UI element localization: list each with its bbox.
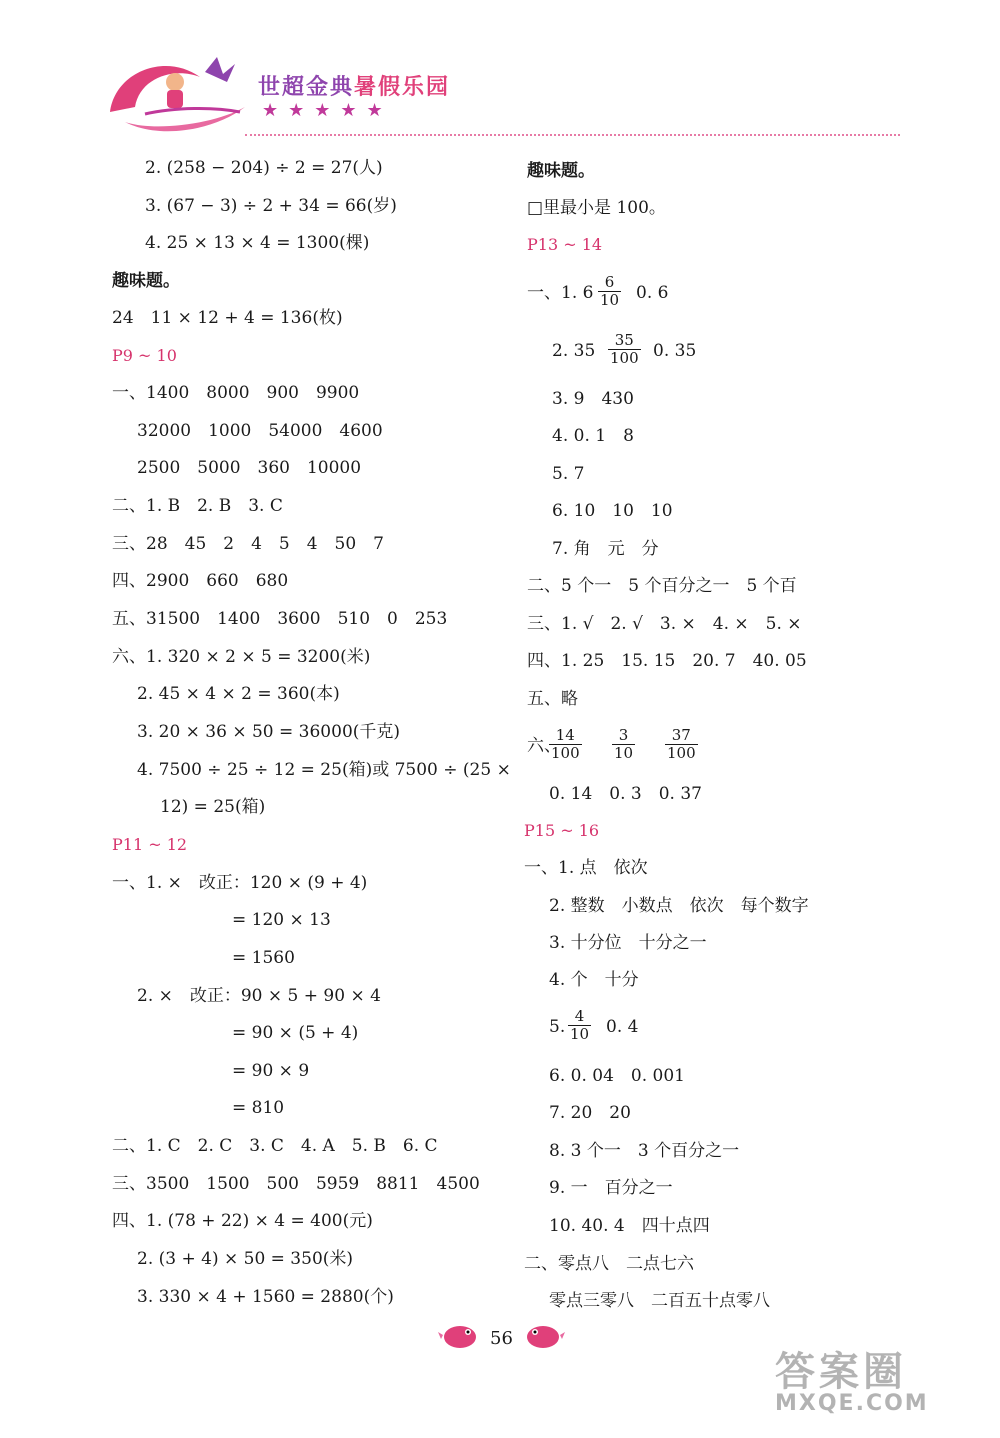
bird-left-icon — [438, 1320, 478, 1350]
answer-line: 3. 330 × 4 + 1560 = 2880(个) — [137, 1287, 394, 1307]
answer-line: 三、3500 1500 500 5959 8811 4500 — [112, 1174, 480, 1194]
answer-line: 2. × 改正：90 × 5 + 90 × 4 — [137, 986, 381, 1006]
answer-line: 8. 3 个一 3 个百分之一 — [549, 1141, 740, 1161]
answer-line: 一、1400 8000 900 9900 — [112, 383, 360, 403]
answer-line: 二、1. C 2. C 3. C 4. A 5. B 6. C — [112, 1136, 438, 1156]
answer-line: 4. 0. 1 8 — [552, 426, 634, 446]
answer-line: □里最小是 100。 — [527, 198, 666, 218]
answer-line: 四、1. (78 + 22) × 4 = 400(元) — [112, 1211, 373, 1231]
answer-line: 6. 10 10 10 — [552, 501, 673, 521]
answer-line: 2500 5000 360 10000 — [137, 458, 362, 478]
answer-line: 3. 9 430 — [552, 389, 634, 409]
answer-line: 零点三零八 二百五十点零八 — [549, 1291, 770, 1311]
answer-line: 四、1. 25 15. 15 20. 7 40. 05 — [527, 651, 807, 671]
answer-line: 五、略 — [527, 689, 578, 709]
section-label-p11-12: P11 ~ 12 — [112, 835, 188, 854]
answer-line: 10. 40. 4 四十点四 — [549, 1216, 710, 1236]
answer-line: 4. 个 十分 — [549, 970, 639, 990]
answer-line: 2. 35 — [552, 341, 596, 361]
answer-line: 0. 14 0. 3 0. 37 — [549, 784, 702, 804]
answer-line: 3. 20 × 36 × 50 = 36000(千克) — [137, 722, 401, 742]
answer-line: 2. (258 − 204) ÷ 2 = 27(人) — [145, 158, 383, 178]
section-label-p15-16: P15 ~ 16 — [524, 821, 600, 840]
section-label-p9-10: P9 ~ 10 — [112, 346, 177, 365]
answer-line: 4. 25 × 13 × 4 = 1300(棵) — [145, 233, 370, 253]
answer-line: = 120 × 13 — [232, 910, 331, 930]
answer-line: 32000 1000 54000 4600 — [137, 421, 383, 441]
answer-line: 6. 0. 04 0. 001 — [549, 1066, 685, 1086]
answer-line: 5. 7 — [552, 464, 585, 484]
header-divider — [245, 134, 900, 136]
answer-line: 9. 一 百分之一 — [549, 1178, 673, 1198]
answer-line: = 810 — [232, 1098, 285, 1118]
answer-line: 2. 整数 小数点 依次 每个数字 — [549, 896, 809, 916]
answer-line: 12) = 25(箱) — [160, 797, 266, 817]
answer-line: 2. (3 + 4) × 50 = 350(米) — [137, 1249, 354, 1269]
answer-line: 二、5 个一 5 个百分之一 5 个百 — [527, 576, 797, 596]
answer-line: 5. — [549, 1017, 566, 1037]
decorative-stars: ★★★★★ — [262, 100, 393, 121]
surfer-logo-icon — [105, 52, 255, 134]
fraction: $\frac{35}{100}$ — [610, 331, 639, 367]
subheading: 趣味题。 — [112, 271, 180, 291]
answer-line: 24 11 × 12 + 4 = 136(枚) — [112, 308, 343, 328]
bird-right-icon — [525, 1320, 565, 1350]
answer-line: 一、1. × 改正：120 × (9 + 4) — [112, 873, 368, 893]
answer-line: 0. 6 — [636, 283, 669, 303]
fraction: $\frac{3}{10}$ — [614, 726, 634, 762]
answer-line: 六、1. 320 × 2 × 5 = 3200(米) — [112, 647, 371, 667]
answer-line: 四、2900 660 680 — [112, 571, 289, 591]
brand-title: 世超金典暑假乐园 — [258, 75, 451, 100]
answer-line: 三、28 45 2 4 5 4 50 7 — [112, 534, 384, 554]
answer-line: 4. 7500 ÷ 25 ÷ 12 = 25(箱)或 7500 ÷ (25 × — [137, 760, 511, 780]
page-number: 56 — [490, 1328, 513, 1349]
answer-line: = 1560 — [232, 948, 295, 968]
answer-line: 六、 — [527, 736, 561, 756]
fraction: $\frac{6}{10}$ — [600, 273, 620, 309]
subheading: 趣味题。 — [527, 161, 595, 181]
answer-line: 7. 角 元 分 — [552, 539, 659, 559]
section-label-p13-14: P13 ~ 14 — [527, 235, 603, 254]
answer-line: 0. 4 — [606, 1017, 639, 1037]
answer-line: 一、1. 点 依次 — [524, 858, 648, 878]
answer-line: 7. 20 20 — [549, 1103, 631, 1123]
answer-line: 0. 35 — [653, 341, 697, 361]
answer-line: = 90 × 9 — [232, 1061, 310, 1081]
answer-line: 五、31500 1400 3600 510 0 253 — [112, 609, 448, 629]
fraction: $\frac{14}{100}$ — [551, 726, 580, 762]
answer-line: = 90 × (5 + 4) — [232, 1023, 359, 1043]
answer-line: 三、1. √ 2. √ 3. × 4. × 5. × — [527, 614, 802, 634]
answer-line: 2. 45 × 4 × 2 = 360(本) — [137, 684, 340, 704]
answer-line: 3. (67 − 3) ÷ 2 + 34 = 66(岁) — [145, 196, 397, 216]
answer-line: 二、零点八 二点七六 — [524, 1254, 694, 1274]
answer-line: 一、1. 6 — [527, 283, 594, 303]
fraction: $\frac{37}{100}$ — [667, 726, 696, 762]
watermark: 答案圈 MXQE.COM — [775, 1349, 929, 1416]
fraction: $\frac{4}{10}$ — [570, 1007, 590, 1043]
answer-line: 二、1. B 2. B 3. C — [112, 496, 283, 516]
answer-line: 3. 十分位 十分之一 — [549, 933, 707, 953]
